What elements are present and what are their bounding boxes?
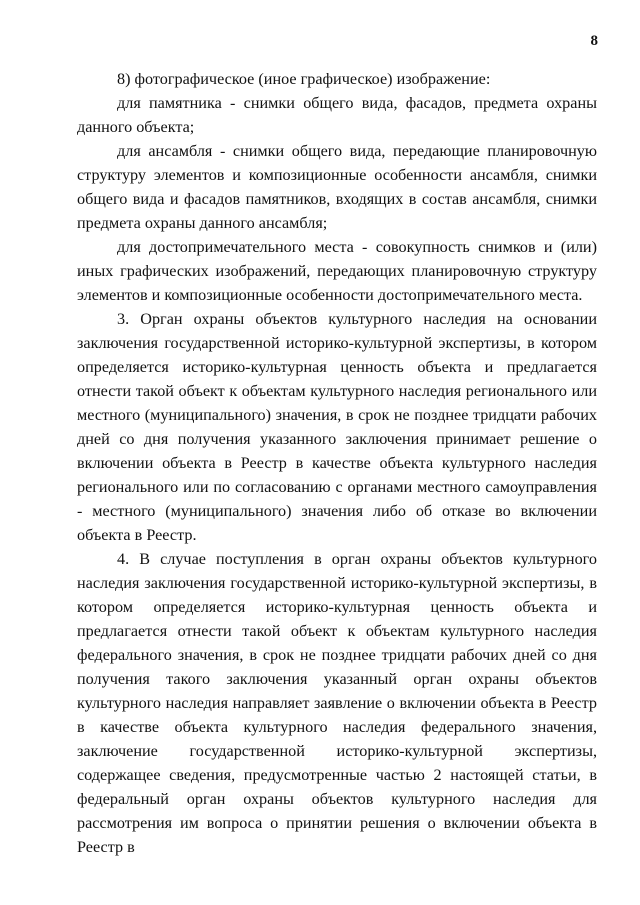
paragraph-landmark-photos: для достопримечательного места - совокупность снимков и (или) иных графических изображений, передающих планировочную структуру элементов и композиционные особенности достопримечательного места. <box>77 238 597 304</box>
paragraph-monument-photos: для памятника - снимки общего вида, фасадов, предмета охраны данного объекта; <box>77 94 597 136</box>
paragraph-section-3: 3. Орган охраны объектов культурного наследия на основании заключения государственной историко-культурной экспертизы, в котором определяется историко-культурная ценность объекта и предлагается отнести такой объект к объектам культурного наследия регионального или местного (муниципального) значения, в срок не позднее тридцати рабочих дней со дня получения указанного заключения принимает решение о включении объекта в Реестр в качестве объекта культурного наследия регионального или по согласованию с органами местного самоуправления - местного (муниципального) значения либо об отказе во включении объекта в Реестр. <box>77 310 597 544</box>
paragraph-item-8: 8) фотографическое (иное графическое) изображение: <box>117 70 491 88</box>
paragraph-section-4: 4. В случае поступления в орган охраны объектов культурного наследия заключения государственной историко-культурной экспертизы, в котором определяется историко-культурная ценность объекта и предлагается отнести такой объект к объектам культурного наследия федерального значения, в срок не позднее тридцати рабочих дней со дня получения такого заключения указанный орган охраны объектов культурного наследия направляет заявление о включении объекта в Реестр в качестве объекта культурного наследия федерального значения, заключение государственной историко-культурной экспертизы, содержащее сведения, предусмотренные частью 2 настоящей статьи, в федеральный орган охраны объектов культурного наследия для рассмотрения им вопроса о принятии решения о включении объекта в Реестр в <box>77 550 597 856</box>
document-body <box>77 67 597 859</box>
page-number: 8 <box>590 33 598 49</box>
paragraph-ensemble-photos: для ансамбля - снимки общего вида, передающие планировочную структуру элементов и композиционные особенности ансамбля, снимки общего вида и фасадов памятников, входящих в состав ансамбля, снимки предмета охраны данного ансамбля; <box>77 142 597 232</box>
